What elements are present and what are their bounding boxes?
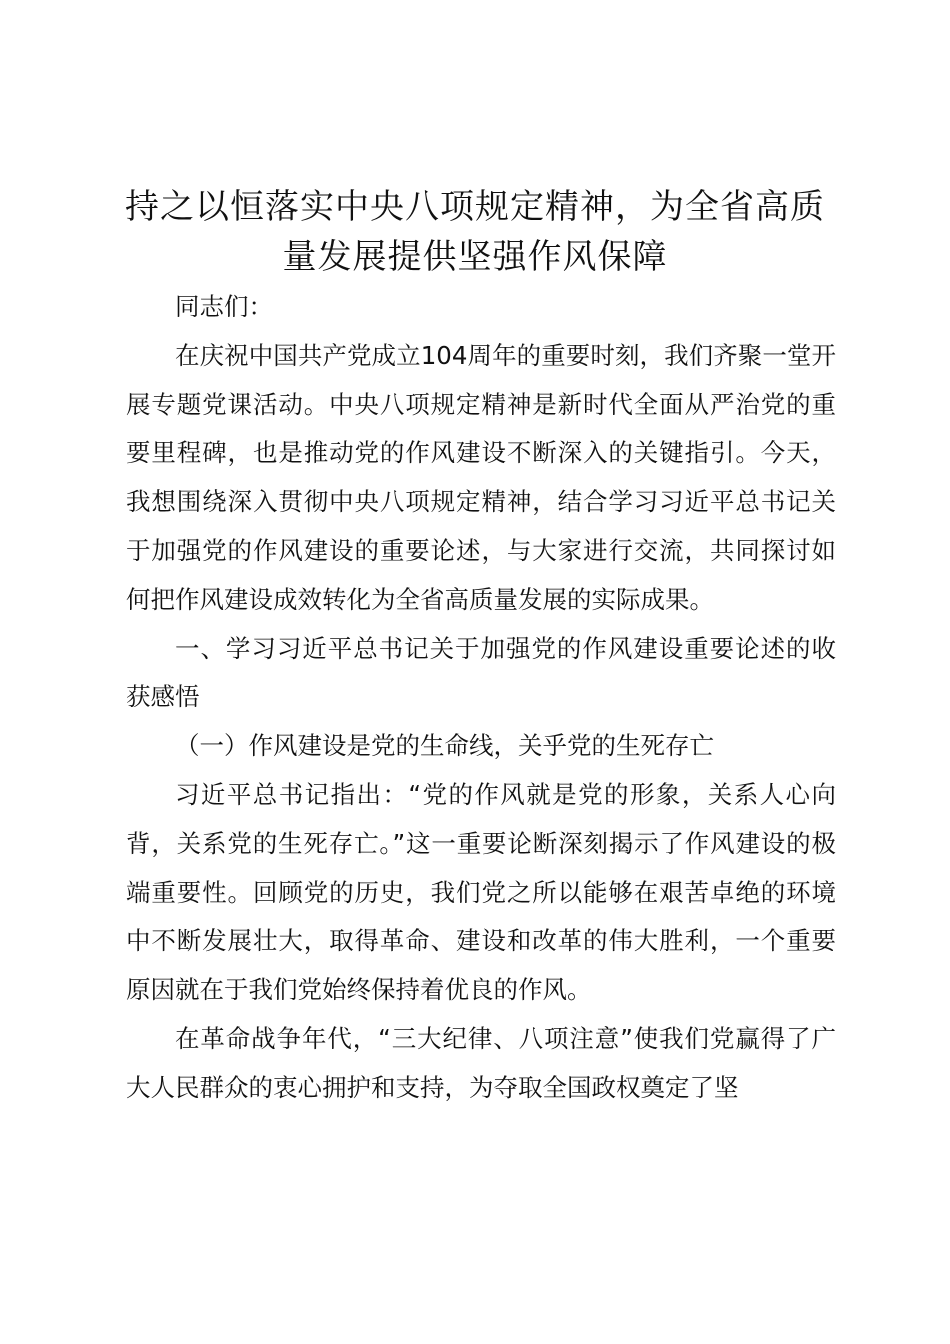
body-paragraph: 在革命战争年代，“三大纪律、八项注意”使我们党赢得了广大人民群众的衷心拥护和支持，为夺取全国政权奠定了坚 bbox=[126, 1023, 836, 1102]
salutation: 同志们： bbox=[175, 292, 273, 321]
opening-paragraph: 在庆祝中国共产党成立104周年的重要时刻，我们齐聚一堂开展专题党课活动。中央八项规定精神是新时代全面从严治党的重要里程碑，也是推动党的作风建设不断深入的关键指引。今天，我想围绕深入贯彻中央八项规定精神，结合学习习近平总书记关于加强党的作风建设的重要论述，与大家进行交流，共同探讨如何把作风建设成效转化为全省高质量发展的实际成果。 bbox=[126, 340, 836, 614]
document-title-line-1: 持之以恒落实中央八项规定精神，为全省高质 bbox=[125, 187, 825, 227]
subsection-heading-1: （一）作风建设是党的生命线，关乎党的生死存亡 bbox=[175, 731, 714, 761]
body-paragraph: 习近平总书记指出：“党的作风就是党的形象，关系人心向背，关系党的生死存亡。”这一重要论断深刻揭示了作风建设的极端重要性。回顾党的历史，我们党之所以能够在艰苦卓绝的环境中不断发展壮大，取得革命、建设和改革的伟大胜利，一个重要原因就在于我们党始终保持着优良的作风。 bbox=[126, 779, 836, 1005]
document-body bbox=[126, 283, 836, 1113]
section-heading-1: 一、学习习近平总书记关于加强党的作风建设重要论述的收获感悟 bbox=[126, 633, 836, 712]
document-title-line-2: 量发展提供坚强作风保障 bbox=[282, 237, 668, 277]
